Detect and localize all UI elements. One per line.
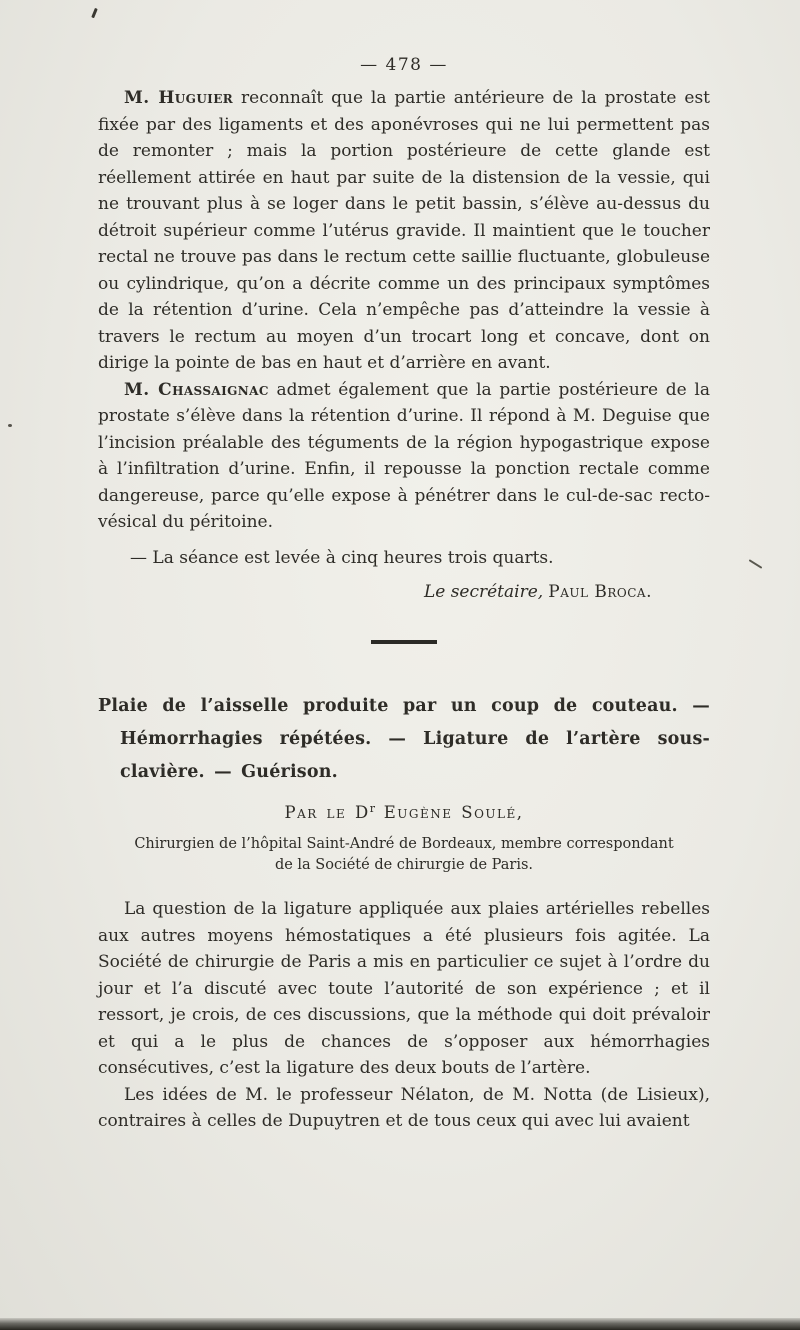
section-divider-rule <box>371 640 437 644</box>
author-affiliation <box>124 834 684 876</box>
speaker-name: M. Chassaignac <box>124 379 269 400</box>
page-bottom-edge-shadow <box>0 1318 800 1330</box>
article-paragraph: Les idées de M. le professeur Nélaton, de M. Notta (de Lisieux), contraires à celles de Dupuytren et de tous ceux qui avec lui avaient <box>98 1084 710 1131</box>
minutes-paragraph <box>98 377 710 536</box>
article-paragraph: La question de la ligature appliquée aux plaies artérielles rebelles aux autres moyens hémostatiques a été plusieurs fois agitée. La Société de chirurgie de Paris a mis en particulier ce sujet à l’ordre du jour et l’a discuté avec toute l’autorité de son expérience ; et il ressort, je crois, de ces discussions, que la méthode qui doit prévaloir et qui a le plus de chances de s’opposer aux hémorrhagies consécutives, c’est la ligature des deux bouts de l’artère. <box>98 899 710 1078</box>
affiliation-line: de la Société de chirurgie de Paris. <box>274 857 534 873</box>
article-byline <box>98 802 710 822</box>
signature-role: Le secrétaire, <box>423 582 544 602</box>
byline-author: Eugène Soulé, <box>375 803 524 822</box>
byline-superscript: r <box>369 802 376 815</box>
article-title: Plaie de l’aisselle produite par un coup de couteau. — Hémorrhagies répétées. — Ligature de l’artère sous-clavière. — Guérison. <box>98 696 710 782</box>
signature-name: Paul Broca. <box>548 582 652 602</box>
minutes-paragraph <box>98 85 710 377</box>
session-minutes <box>98 85 710 602</box>
speaker-name: M. Huguier <box>124 88 234 108</box>
paragraph-text: reconnaît que la partie antérieure de la prostate est fixée par des ligaments et des aponévroses qui ne lui permettent pas de remonter ; mais la portion postérieure de cette glande est réellement attirée en haut par suite de la distension de la vessie, qui ne trouvant plus à se loger dans le petit bassin, s’élève au-dessus du détroit supérieur comme l’utérus gravide. Il maintient que le toucher rectal ne trouve pas dans le rectum cette saillie fluctuante, globuleuse ou cylindrique, qu’on a décrite comme un des principaux symptômes de la rétention d’urine. Cela n’empêche pas d’atteindre la vessie à travers le rectum au moyen d’un trocart long et concave, dont on dirige la pointe de bas en haut et d’arrière en avant. <box>98 88 710 373</box>
paragraph-text: admet également que la partie postérieure de la prostate s’élève dans la rétention d’urine. Il répond à M. Deguise que l’incision préalable des téguments de la région hypogastrique expose à l’infiltration d’urine. Enfin, il repousse la ponction rectale comme dangereuse, parce qu’elle expose à pénétrer dans le cul-de-sac recto-vésical du péritoine. <box>98 379 710 532</box>
signature-line <box>98 582 710 602</box>
session-closing-line: — La séance est levée à cinq heures trois quarts. <box>130 547 554 568</box>
article-section <box>98 690 710 1135</box>
article-body <box>98 896 710 1135</box>
byline-prefix: Par le D <box>284 803 370 822</box>
page-number: — 478 — <box>360 55 448 75</box>
affiliation-line: Chirurgien de l’hôpital Saint-André de Bordeaux, membre correspondant <box>134 836 674 852</box>
